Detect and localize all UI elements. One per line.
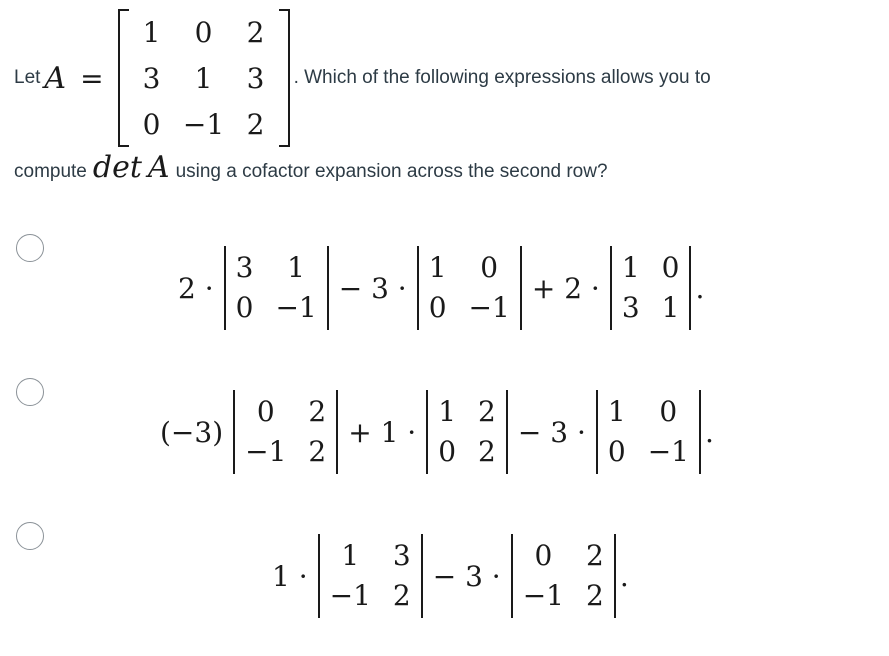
det-cell: 2 [308, 435, 327, 468]
det-cell: 1 [341, 539, 360, 572]
matrix-cell: 0 [194, 15, 213, 49]
matrix-variable: A [44, 60, 67, 96]
det-cell: 0 [534, 539, 553, 572]
radio-button[interactable] [16, 234, 44, 262]
term-prefix: (−3) [160, 415, 224, 449]
term-prefix: − 3 · [517, 415, 586, 449]
det-cell: 1 [428, 251, 447, 284]
determinant [417, 246, 522, 330]
matrix-cell: −1 [182, 107, 225, 141]
question-line-1 [14, 8, 711, 148]
det-cell: 0 [607, 435, 626, 468]
determinant [596, 390, 701, 474]
det-cell: 0 [235, 291, 254, 324]
term-prefix: 2 · [178, 271, 214, 305]
determinant [233, 390, 338, 474]
option-expression [154, 390, 714, 474]
term-prefix: + 2 · [531, 271, 600, 305]
det-cell: 3 [235, 251, 254, 284]
det-cell: 3 [621, 291, 640, 324]
det-cell: 1 [661, 291, 680, 324]
det-cell: −1 [522, 579, 564, 612]
det-cell: 0 [256, 395, 275, 428]
radio-button[interactable] [16, 522, 44, 550]
det-cell: 0 [661, 251, 680, 284]
det-cell: 1 [607, 395, 626, 428]
question-tail: . Which of the following expressions allows you to [293, 67, 711, 88]
det-cell: 1 [438, 395, 457, 428]
det-cell: 2 [478, 435, 496, 468]
term-prefix: − 3 · [338, 271, 407, 305]
det-cell: 0 [428, 291, 447, 324]
det-cell: 0 [659, 395, 678, 428]
det-cell: −1 [329, 579, 371, 612]
det-cell: −1 [245, 435, 287, 468]
determinant [511, 534, 616, 618]
det-cell: 1 [287, 251, 305, 284]
question-line-2 [14, 150, 608, 185]
matrix-cell: 2 [246, 15, 265, 49]
term-prefix: + 1 · [348, 415, 417, 449]
det-cell: −1 [275, 291, 317, 324]
expression-end: . [704, 415, 714, 449]
compute-text: compute [14, 161, 87, 182]
det-cell: 0 [480, 251, 499, 284]
matrix-cell: 1 [194, 61, 213, 95]
det-cell: 2 [586, 539, 604, 572]
det-cell: 2 [586, 579, 604, 612]
det-cell: −1 [468, 291, 510, 324]
matrix-cell: 3 [246, 61, 265, 95]
det-cell: 2 [478, 395, 496, 428]
term-prefix: − 3 · [432, 559, 501, 593]
matrix-a [118, 9, 290, 147]
matrix-cell: 3 [142, 61, 161, 95]
det-variable: A [147, 150, 170, 185]
determinant [610, 246, 692, 330]
option-expression [266, 534, 629, 618]
determinant [318, 534, 423, 618]
option-expression [172, 246, 704, 330]
det-cell: 2 [308, 395, 327, 428]
radio-button[interactable] [16, 378, 44, 406]
question-rest: using a cofactor expansion across the second row? [175, 161, 608, 182]
let-text: Let [14, 67, 41, 88]
term-prefix: 1 · [272, 559, 308, 593]
matrix-cell: 1 [142, 15, 161, 49]
expression-end: . [619, 559, 629, 593]
det-cell: 2 [392, 579, 411, 612]
determinant [224, 246, 329, 330]
det-cell: 0 [438, 435, 457, 468]
equals-sign: = [80, 61, 104, 95]
matrix-cell: 2 [246, 107, 265, 141]
determinant [426, 390, 508, 474]
matrix-cell: 0 [142, 107, 161, 141]
det-cell: 1 [621, 251, 640, 284]
det-cell: −1 [647, 435, 689, 468]
expression-end: . [695, 271, 705, 305]
det-label: det [92, 150, 142, 185]
det-cell: 3 [392, 539, 411, 572]
